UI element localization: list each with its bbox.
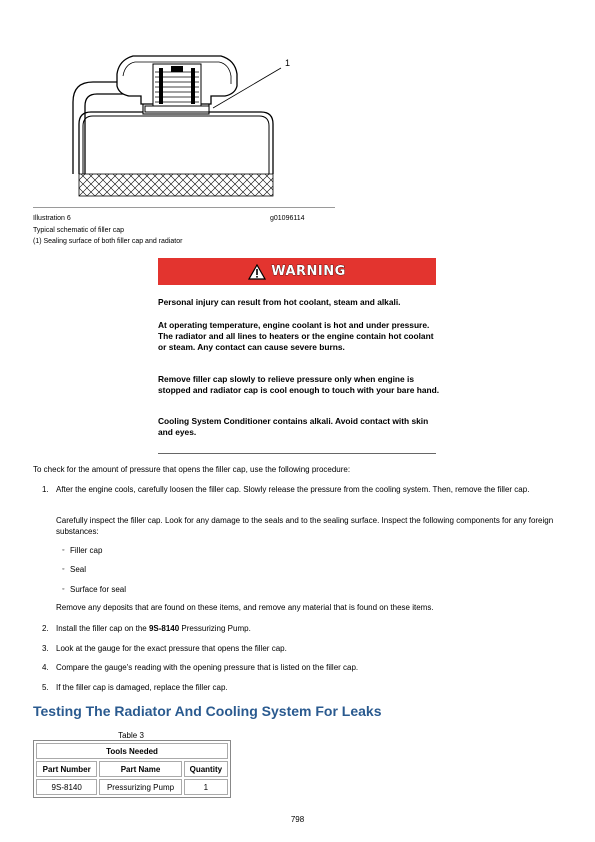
header-quantity: Quantity <box>184 761 228 777</box>
step-1-detail: Carefully inspect the filler cap. Look for any damage to the seals and to the sealing surface. Inspect the following components for any foreign substances: <box>56 516 554 536</box>
step-4-text: Compare the gauge's reading with the opening pressure that is listed on the filler cap. <box>56 663 359 672</box>
illustration-ref: g01096114 <box>270 215 305 222</box>
warning-banner <box>158 258 436 285</box>
cell-quantity: 1 <box>184 779 228 795</box>
illustration-label: Illustration 6 <box>33 215 71 222</box>
bullet-surface-for-seal: ◦ Surface for seal <box>70 584 126 595</box>
step-2-number: 2. <box>42 624 49 633</box>
bullet-seal: ◦ Seal <box>70 564 86 575</box>
warning-triangle-icon <box>248 264 266 280</box>
section-heading: Testing The Radiator And Cooling System For Leaks <box>33 703 382 719</box>
illustration-caption: Typical schematic of filler cap <box>33 227 125 234</box>
table-caption: Table 3 <box>118 731 144 740</box>
header-part-name: Part Name <box>99 761 181 777</box>
warning-paragraph-1: Personal injury can result from hot coolant, steam and alkali. <box>158 297 401 307</box>
step-3-number: 3. <box>42 644 49 653</box>
filler-cap-schematic <box>35 24 345 206</box>
step-2-text: Install the filler cap on the 9S-8140 Pressurizing Pump. <box>56 624 251 633</box>
illustration-divider <box>33 207 335 208</box>
step-1-number: 1. <box>42 485 49 494</box>
step-1-text: After the engine cools, carefully loosen the filler cap. Slowly release the pressure from the cooling system. Then, remove the filler cap. <box>56 485 530 494</box>
step-5-text: If the filler cap is damaged, replace the filler cap. <box>56 683 228 692</box>
page-number: 798 <box>290 815 305 824</box>
cell-part-number: 9S-8140 <box>36 779 97 795</box>
warning-label: WARNING <box>271 264 346 279</box>
table-title: Tools Needed <box>36 743 228 759</box>
filler-cap-illustration <box>35 24 345 206</box>
step-4-number: 4. <box>42 663 49 672</box>
step-3-text: Look at the gauge for the exact pressure that opens the filler cap. <box>56 644 287 653</box>
warning-paragraph-3: Remove filler cap slowly to relieve pressure only when engine is stopped and radiator cap is cool enough to touch with your bare hand. <box>158 374 440 395</box>
table-header-row <box>36 761 228 777</box>
procedure-intro: To check for the amount of pressure that opens the filler cap, use the following procedure: <box>33 465 351 474</box>
warning-paragraph-2: At operating temperature, engine coolant is hot and under pressure. The radiator and all lines to heaters or the engine contain hot coolant or steam. Any contact can cause severe burns. <box>158 320 434 352</box>
table-title-row <box>36 743 228 759</box>
tools-table <box>33 740 231 798</box>
cell-part-name: Pressurizing Pump <box>99 779 181 795</box>
callout-1: 1 <box>285 58 291 68</box>
table-row <box>36 779 228 795</box>
header-part-number: Part Number <box>36 761 97 777</box>
warning-paragraph-4: Cooling System Conditioner contains alkali. Avoid contact with skin and eyes. <box>158 416 429 437</box>
illustration-note: (1) Sealing surface of both filler cap and radiator <box>33 238 183 245</box>
step-1-after: Remove any deposits that are found on these items, and remove any material that is found on these items. <box>56 603 434 612</box>
step-5-number: 5. <box>42 683 49 692</box>
part-number: 9S-8140 <box>148 624 180 633</box>
bullet-filler-cap: ◦ Filler cap <box>70 545 102 556</box>
warning-divider <box>158 453 436 454</box>
